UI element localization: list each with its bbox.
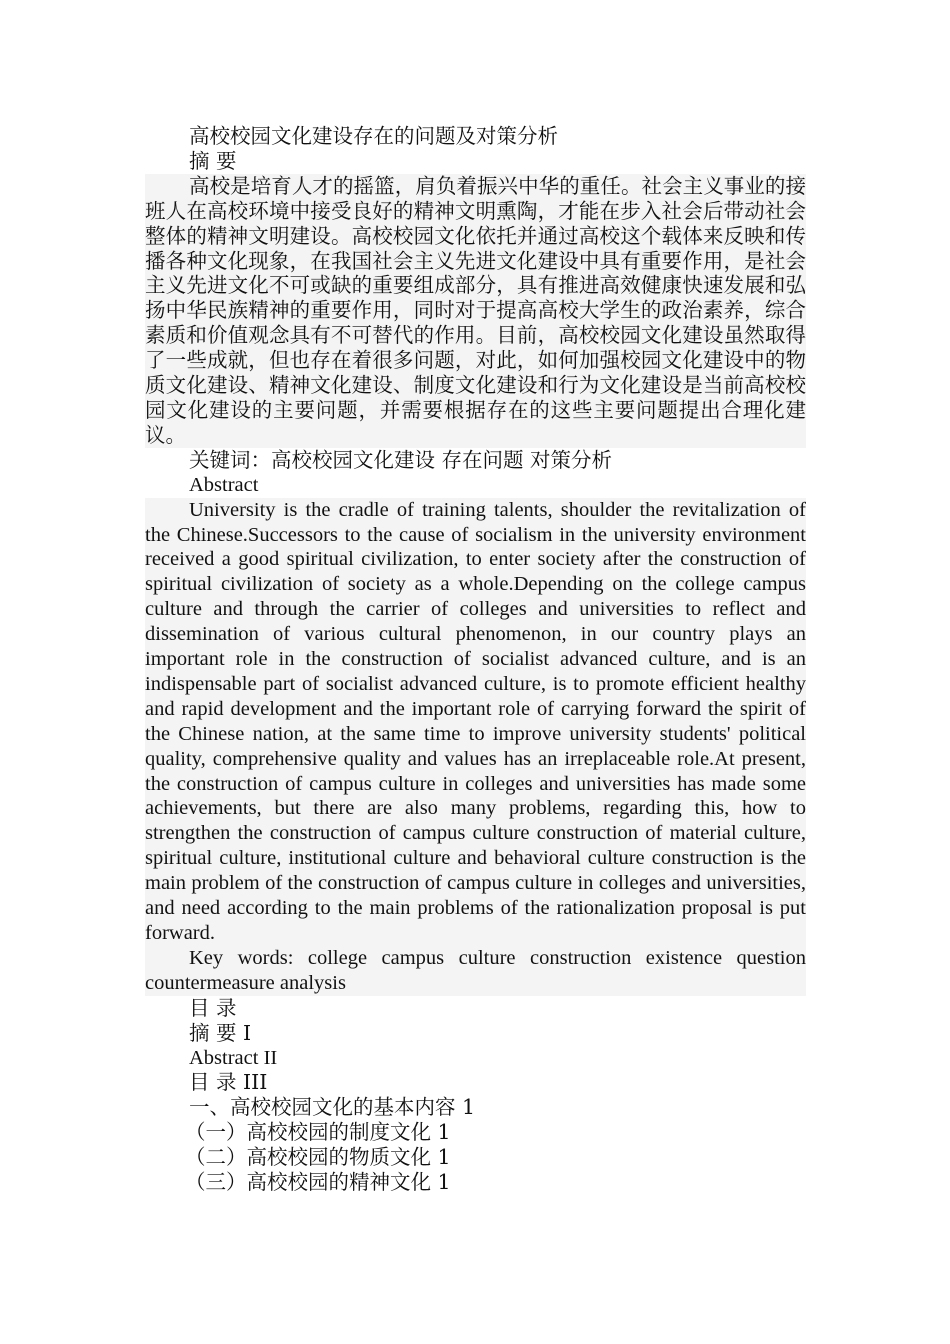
table-of-contents [145,1021,806,1195]
abstract-heading-cn: 摘 要 [145,149,806,174]
keywords-cn: 关键词：高校校园文化建设 存在问题 对策分析 [145,448,806,473]
keywords-en: Key words: college campus culture construction existence question countermeasure analysis [145,946,806,994]
toc-item[interactable]: （一）高校校园的制度文化 1 [145,1120,806,1145]
toc-item[interactable]: Abstract II [145,1046,806,1071]
document-title: 高校校园文化建设存在的问题及对策分析 [145,124,806,149]
toc-item[interactable]: 目 录 III [145,1070,806,1095]
toc-item[interactable]: 一、高校校园文化的基本内容 1 [145,1095,806,1120]
toc-item[interactable]: （三）高校校园的精神文化 1 [145,1170,806,1195]
toc-item[interactable]: （二）高校校园的物质文化 1 [145,1145,806,1170]
abstract-body-cn: 高校是培育人才的摇篮，肩负着振兴中华的重任。社会主义事业的接班人在高校环境中接受良好的精神文明熏陶，才能在步入社会后带动社会整体的精神文明建设。高校校园文化依托并通过高校这个载体来反映和传播各种文化现象，在我国社会主义先进文化建设中具有重要作用，是社会主义先进文化不可或缺的重要组成部分，具有推进高效健康快速发展和弘扬中华民族精神的重要作用，同时对于提高高校大学生的政治素养，综合素质和价值观念具有不可替代的作用。目前，高校校园文化建设虽然取得了一些成就，但也存在着很多问题，对此，如何加强校园文化建设中的物质文化建设、精神文化建设、制度文化建设和行为文化建设是当前高校校园文化建设的主要问题，并需要根据存在的这些主要问题提出合理化建议。 [145,173,806,447]
abstract-body-en: University is the cradle of training talents, shoulder the revitalization of the Chinese.Successors to the cause of socialism in the university environment received a good spiritual civilization, to enter society after the construction of spiritual civilization of society as a whole.Depending on the college campus culture and through the carrier of colleges and universities to reflect and dissemination of various cultural phenomenon, in our country plays an important role in the construction of socialist advanced culture, and is an indispensable part of socialist advanced culture, is to promote efficient healthy and rapid development and the important role of carrying forward the spirit of the Chinese nation, at the same time to improve university students' political quality, comprehensive quality and values has an irreplaceable role.At present, the construction of campus culture in colleges and universities has made some achievements, but there are also many problems, regarding this, how to strengthen the construction of campus culture construction of material culture, spiritual culture, institutional culture and behavioral culture construction is the main problem of the construction of campus culture in colleges and universities, and need according to the main problems of the rationalization proposal is put forward. [145,498,806,944]
toc-item[interactable]: 摘 要 I [145,1021,806,1046]
document-page [145,124,806,1195]
abstract-heading-en: Abstract [145,473,806,498]
toc-heading: 目 录 [145,996,806,1021]
